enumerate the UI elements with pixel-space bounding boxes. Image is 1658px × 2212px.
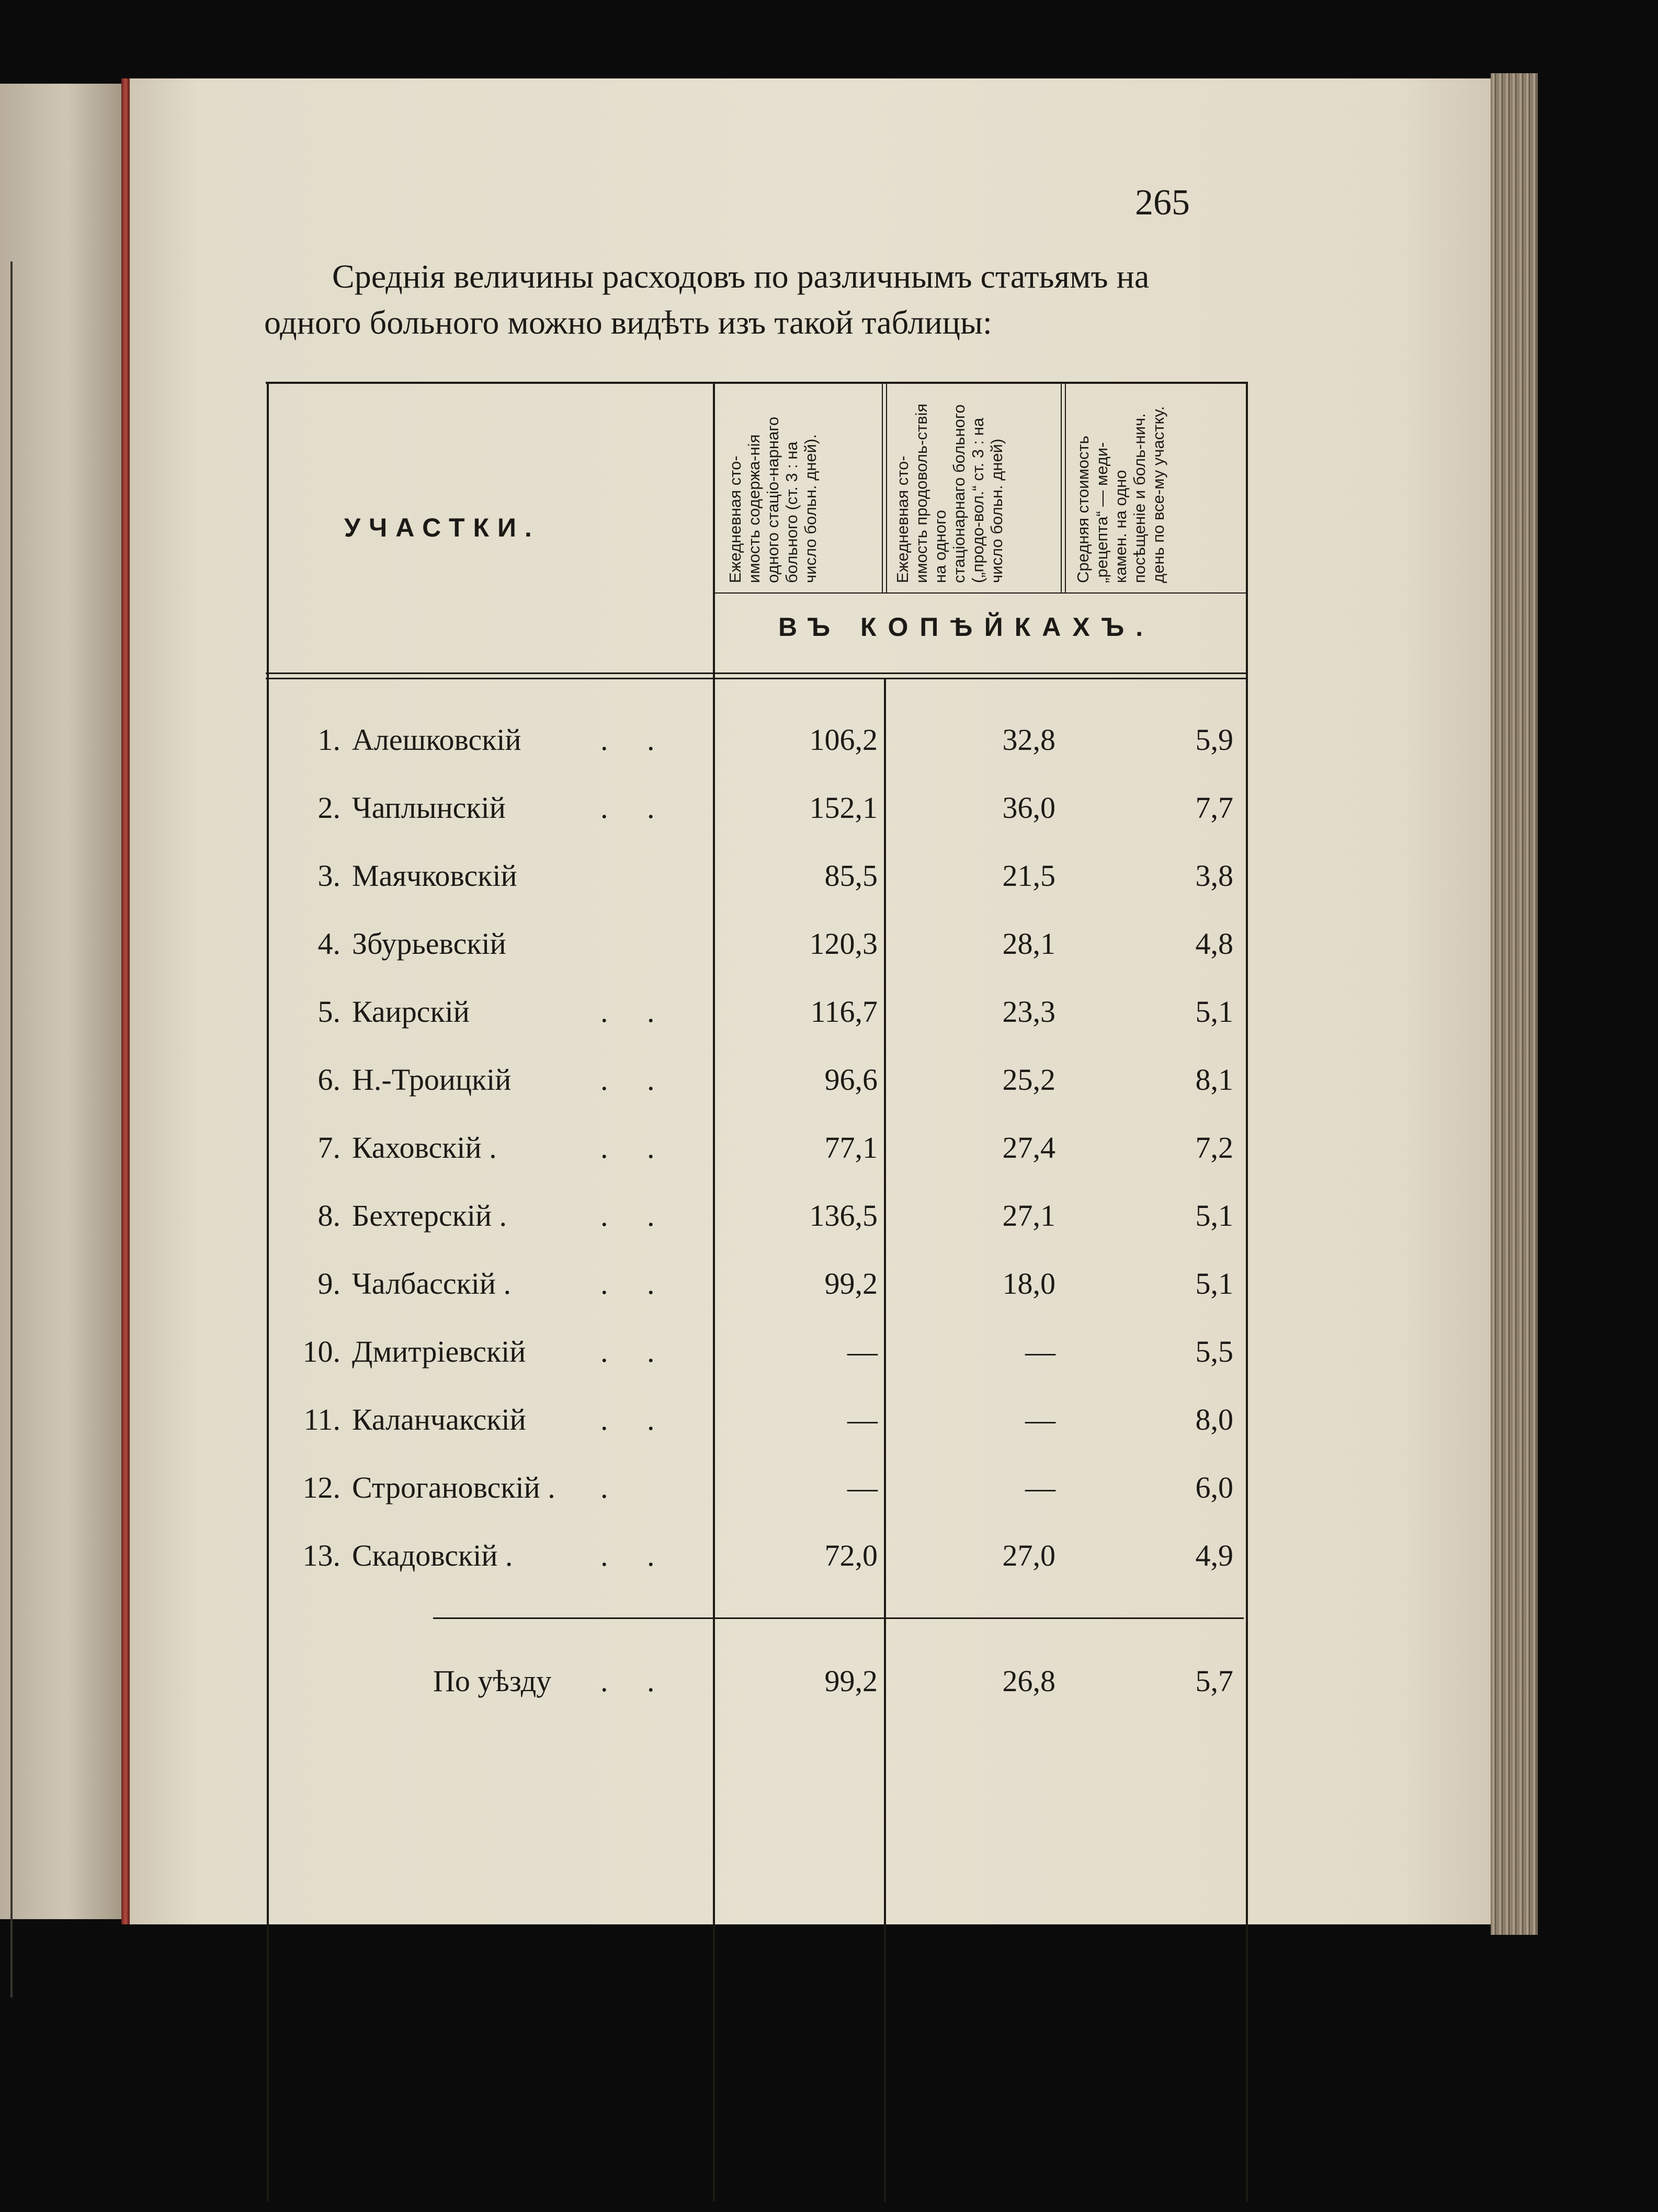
district-name: Чаплынскій [352,791,506,825]
leader-dots: . . [600,1335,671,1369]
table-row [266,1192,1249,1239]
table-top-rule [266,382,1248,384]
row-number: 1. [317,723,340,757]
maintenance-cost: 106,2 [809,723,878,757]
maintenance-cost: — [847,1335,878,1369]
total-prescription-cost: 5,7 [1195,1664,1233,1698]
intro-paragraph [264,254,1253,346]
food-cost: — [1025,1470,1055,1504]
district-name: Маячковскій [352,859,517,893]
prescription-cost: 8,1 [1195,1063,1233,1097]
row-number: 11. [303,1403,340,1436]
page-edges [1491,73,1538,1935]
leader-dots: . . [600,1131,671,1165]
table-row [266,1124,1249,1171]
prescription-cost: 5,1 [1195,1199,1233,1233]
header-rule-2 [266,678,1248,679]
leader-dots: . . [600,1403,671,1436]
prescription-cost: 3,8 [1195,859,1233,893]
intro-line-1: Среднія величины расходовъ по различнымъ статьямъ на [332,258,1150,295]
food-cost: 27,0 [1002,1538,1055,1572]
district-name: Каланчакскій [352,1403,526,1436]
col-header-maintenance: Ежедневная сто-имость содержа-нія одного стаціо-нарнаго больного (ст. 3 : на число больн. дней). [726,416,820,583]
left-page-rule [10,261,13,1998]
maintenance-cost: 77,1 [824,1131,878,1165]
total-label: По уѣзду [433,1664,552,1698]
district-name: Алешковскій [352,723,521,757]
row-number: 13. [302,1538,340,1572]
row-number: 6. [317,1063,340,1097]
book-spine [121,78,130,1924]
maintenance-cost: 116,7 [810,995,878,1029]
district-name: Бехтерскій . [352,1199,507,1233]
maintenance-cost: — [847,1470,878,1504]
prescription-cost: 7,2 [1195,1131,1233,1165]
table-row [266,1260,1249,1307]
food-cost: 18,0 [1002,1267,1055,1301]
table-row [266,920,1249,967]
district-name: Скадовскій . [352,1538,513,1572]
row-number: 5. [317,995,340,1029]
prescription-cost: 4,9 [1195,1538,1233,1572]
header-rule-1 [266,672,1248,674]
units-header: ВЪ КОПѢЙКАХЪ. [778,612,1155,642]
district-name: Каирскій [352,995,470,1029]
food-cost: 27,4 [1002,1131,1055,1165]
maintenance-cost: 85,5 [824,859,878,893]
expenses-table [266,382,1249,2212]
food-cost: — [1025,1403,1055,1436]
table-row [266,716,1249,763]
leader-dots: . . [600,791,671,825]
units-rule [713,592,1248,594]
table-row [266,1532,1249,1579]
intro-line-2: одного больного можно видѣть изъ такой таблицы: [264,304,992,341]
maintenance-cost: — [847,1403,878,1436]
col2-rule-a [882,382,883,592]
food-cost: 32,8 [1002,723,1055,757]
district-name: Н.-Троицкій [352,1063,512,1097]
prescription-cost: 4,8 [1195,927,1233,961]
maintenance-cost: 99,2 [824,1267,878,1301]
table-row [266,1056,1249,1103]
col-header-food: Ежедневная сто-имость продоволь-ствія на одного стаціонарнаго больного („продо-вол.“ ст. 3 : на число больн. дней) [893,403,1006,583]
districts-header: УЧАСТКИ. [344,513,540,542]
prescription-cost: 6,0 [1195,1470,1233,1504]
col3-rule-b [1065,382,1066,592]
row-number: 2. [317,791,340,825]
table-row [266,988,1249,1035]
row-number: 3. [317,859,340,893]
maintenance-cost: 120,3 [809,927,878,961]
table-row [266,1328,1249,1375]
district-name: Збурьевскій [352,927,506,961]
prescription-cost: 5,5 [1195,1335,1233,1369]
food-cost: 25,2 [1002,1063,1055,1097]
prescription-cost: 7,7 [1195,791,1233,825]
total-row [266,1658,1249,1705]
district-name: Дмитріевскій [352,1335,526,1369]
food-cost: 36,0 [1002,791,1055,825]
maintenance-cost: 72,0 [824,1538,878,1572]
prescription-cost: 5,1 [1195,1267,1233,1301]
table-row [266,1464,1249,1511]
row-number: 4. [317,927,340,961]
total-food-cost: 26,8 [1002,1664,1055,1698]
total-maintenance-cost: 99,2 [824,1664,878,1698]
row-number: 8. [317,1199,340,1233]
leader-dots: . . [600,995,671,1029]
maintenance-cost: 152,1 [809,791,878,825]
col3-rule-a [1061,382,1062,592]
page-number: 265 [1135,183,1190,223]
leader-dots: . . [600,1664,671,1698]
food-cost: 28,1 [1002,927,1055,961]
leader-dots: . . [600,1063,671,1097]
district-name: Каховскій . [352,1131,497,1165]
leader-dots: . . [600,1267,671,1301]
food-cost: 27,1 [1002,1199,1055,1233]
district-name: Строгановскій . [352,1470,555,1504]
food-cost: 23,3 [1002,995,1055,1029]
table-row [266,852,1249,899]
col2-rule-b [886,382,887,592]
leader-dots: . . [600,1538,671,1572]
food-cost: 21,5 [1002,859,1055,893]
prescription-cost: 5,9 [1195,723,1233,757]
maintenance-cost: 96,6 [824,1063,878,1097]
col-header-prescription: Средняя стоимость „рецепта“ — меди-камен. на одно посѣщеніе и боль-нич. день по все-му участку. [1074,406,1167,583]
food-cost: — [1025,1335,1055,1369]
row-number: 9. [317,1267,340,1301]
table-row [266,1396,1249,1443]
prescription-cost: 5,1 [1195,995,1233,1029]
maintenance-cost: 136,5 [809,1199,878,1233]
district-name: Чалбасскій . [352,1267,511,1301]
prescription-cost: 8,0 [1195,1403,1233,1436]
leader-dots: . [600,1470,624,1504]
total-rule [433,1617,1244,1619]
left-page [0,84,121,1919]
leader-dots: . . [600,723,671,757]
row-number: 10. [302,1335,340,1369]
table-row [266,784,1249,831]
leader-dots: . . [600,1199,671,1233]
row-number: 7. [317,1131,340,1165]
row-number: 12. [302,1470,340,1504]
